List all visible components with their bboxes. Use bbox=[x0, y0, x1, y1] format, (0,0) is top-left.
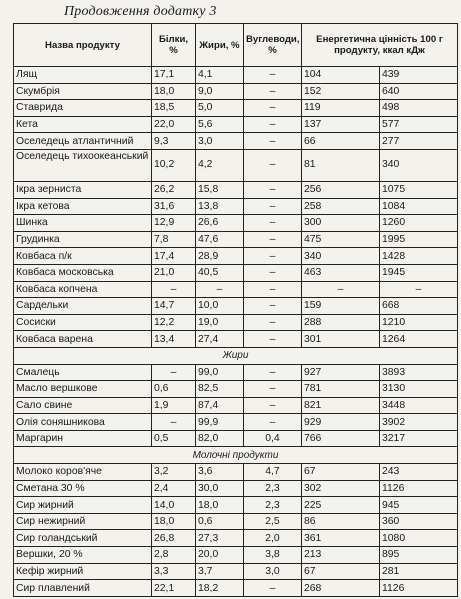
fat-cell: 10,0 bbox=[196, 298, 244, 315]
fat-cell: 82,5 bbox=[196, 381, 244, 398]
product-name: Масло вершкове bbox=[14, 381, 152, 398]
product-name: Сир голандський bbox=[14, 530, 152, 547]
protein-cell: 17,1 bbox=[152, 67, 196, 84]
product-name: Ікра зерниста bbox=[14, 181, 152, 198]
protein-cell: 18,0 bbox=[152, 83, 196, 100]
kj-cell: 1264 bbox=[380, 331, 458, 348]
carbs-cell: – bbox=[244, 248, 302, 265]
kcal-cell: 119 bbox=[302, 100, 380, 117]
kj-cell: 945 bbox=[380, 497, 458, 514]
kcal-cell: 302 bbox=[302, 480, 380, 497]
table-row bbox=[14, 480, 458, 497]
kj-cell: – bbox=[380, 281, 458, 298]
table-row bbox=[14, 231, 458, 248]
protein-cell: 14,7 bbox=[152, 298, 196, 315]
protein-cell: 0,6 bbox=[152, 381, 196, 398]
carbs-cell: – bbox=[244, 181, 302, 198]
kcal-cell: 781 bbox=[302, 381, 380, 398]
kj-cell: 1428 bbox=[380, 248, 458, 265]
kj-cell: 3902 bbox=[380, 414, 458, 431]
protein-cell: 26,2 bbox=[152, 181, 196, 198]
header-row bbox=[14, 24, 458, 67]
carbs-cell: – bbox=[244, 298, 302, 315]
table-row bbox=[14, 430, 458, 447]
table-row bbox=[14, 100, 458, 117]
header-energy: Енергетична цінність 100 г продукту, ккал кДж bbox=[302, 24, 458, 67]
kcal-cell: 67 bbox=[302, 464, 380, 481]
carbs-cell: 3,8 bbox=[244, 547, 302, 564]
kcal-cell: 225 bbox=[302, 497, 380, 514]
table-row bbox=[14, 547, 458, 564]
carbs-cell: – bbox=[244, 264, 302, 281]
carbs-cell: 2,0 bbox=[244, 530, 302, 547]
fat-cell: 3,7 bbox=[196, 563, 244, 580]
carbs-cell: 3,0 bbox=[244, 563, 302, 580]
table-row bbox=[14, 181, 458, 198]
protein-cell: 2,4 bbox=[152, 480, 196, 497]
product-name: Олія соняшникова bbox=[14, 414, 152, 431]
section-row bbox=[14, 447, 458, 464]
table-caption: Продовження додатку 3 bbox=[64, 4, 217, 19]
fat-cell: 15,8 bbox=[196, 181, 244, 198]
kj-cell: 281 bbox=[380, 563, 458, 580]
protein-cell: 17,4 bbox=[152, 248, 196, 265]
fat-cell: 4,2 bbox=[196, 149, 244, 181]
kcal-cell: 86 bbox=[302, 513, 380, 530]
fat-cell: 27,4 bbox=[196, 331, 244, 348]
fat-cell: 26,6 bbox=[196, 215, 244, 232]
table-row bbox=[14, 67, 458, 84]
product-name: Оселедець тихоокеанський bbox=[14, 149, 152, 181]
carbs-cell: – bbox=[244, 331, 302, 348]
section-title: Молочні продукти bbox=[14, 447, 458, 464]
kj-cell: 1126 bbox=[380, 580, 458, 597]
fat-cell: 9,0 bbox=[196, 83, 244, 100]
kj-cell: 668 bbox=[380, 298, 458, 315]
kcal-cell: 361 bbox=[302, 530, 380, 547]
kj-cell: 577 bbox=[380, 116, 458, 133]
fat-cell: 18,2 bbox=[196, 580, 244, 597]
kcal-cell: 766 bbox=[302, 430, 380, 447]
protein-cell: 31,6 bbox=[152, 198, 196, 215]
fat-cell: 3,6 bbox=[196, 464, 244, 481]
kj-cell: 3893 bbox=[380, 364, 458, 381]
table-row bbox=[14, 497, 458, 514]
product-name: Вершки, 20 % bbox=[14, 547, 152, 564]
carbs-cell: – bbox=[244, 149, 302, 181]
product-name: Смалець bbox=[14, 364, 152, 381]
table-row bbox=[14, 298, 458, 315]
kj-cell: 1084 bbox=[380, 198, 458, 215]
table-row bbox=[14, 248, 458, 265]
table-row bbox=[14, 563, 458, 580]
table-row bbox=[14, 215, 458, 232]
product-name: Лящ bbox=[14, 67, 152, 84]
table-row bbox=[14, 381, 458, 398]
product-name: Ковбаса московська bbox=[14, 264, 152, 281]
kcal-cell: 213 bbox=[302, 547, 380, 564]
header-name: Назва продукту bbox=[14, 24, 152, 67]
kcal-cell: 152 bbox=[302, 83, 380, 100]
fat-cell: 3,0 bbox=[196, 133, 244, 150]
protein-cell: 14,0 bbox=[152, 497, 196, 514]
table-row bbox=[14, 281, 458, 298]
fat-cell: 13,8 bbox=[196, 198, 244, 215]
kj-cell: 1210 bbox=[380, 314, 458, 331]
protein-cell: 22,0 bbox=[152, 116, 196, 133]
fat-cell: 4,1 bbox=[196, 67, 244, 84]
carbs-cell: 0,4 bbox=[244, 430, 302, 447]
product-name: Шинка bbox=[14, 215, 152, 232]
table-row bbox=[14, 580, 458, 597]
carbs-cell: – bbox=[244, 116, 302, 133]
carbs-cell: – bbox=[244, 381, 302, 398]
fat-cell: 47,6 bbox=[196, 231, 244, 248]
product-name: Ковбаса п/к bbox=[14, 248, 152, 265]
protein-cell: 0,5 bbox=[152, 430, 196, 447]
kcal-cell: 66 bbox=[302, 133, 380, 150]
table-row bbox=[14, 198, 458, 215]
fat-cell: 30,0 bbox=[196, 480, 244, 497]
product-name: Ставрида bbox=[14, 100, 152, 117]
kj-cell: 3448 bbox=[380, 397, 458, 414]
table-row bbox=[14, 116, 458, 133]
fat-cell: 28,9 bbox=[196, 248, 244, 265]
kcal-cell: 475 bbox=[302, 231, 380, 248]
fat-cell: 18,0 bbox=[196, 497, 244, 514]
table-body bbox=[14, 67, 458, 597]
table-row bbox=[14, 464, 458, 481]
fat-cell: 82,0 bbox=[196, 430, 244, 447]
carbs-cell: – bbox=[244, 397, 302, 414]
fat-cell: 5,6 bbox=[196, 116, 244, 133]
kcal-cell: 821 bbox=[302, 397, 380, 414]
protein-cell: 21,0 bbox=[152, 264, 196, 281]
protein-cell: 18,0 bbox=[152, 513, 196, 530]
protein-cell: 22,1 bbox=[152, 580, 196, 597]
product-name: Грудинка bbox=[14, 231, 152, 248]
fat-cell: 40,5 bbox=[196, 264, 244, 281]
protein-cell: 12,2 bbox=[152, 314, 196, 331]
carbs-cell: – bbox=[244, 414, 302, 431]
carbs-cell: 2,5 bbox=[244, 513, 302, 530]
carbs-cell: 2,3 bbox=[244, 480, 302, 497]
table-row bbox=[14, 83, 458, 100]
kj-cell: 498 bbox=[380, 100, 458, 117]
protein-cell: 18,5 bbox=[152, 100, 196, 117]
product-name: Сир нежирний bbox=[14, 513, 152, 530]
fat-cell: 20,0 bbox=[196, 547, 244, 564]
kj-cell: 640 bbox=[380, 83, 458, 100]
kj-cell: 340 bbox=[380, 149, 458, 181]
protein-cell: – bbox=[152, 414, 196, 431]
table-row bbox=[14, 314, 458, 331]
kcal-cell: 258 bbox=[302, 198, 380, 215]
kcal-cell: 104 bbox=[302, 67, 380, 84]
kj-cell: 1260 bbox=[380, 215, 458, 232]
header-protein: Білки, % bbox=[152, 24, 196, 67]
kj-cell: 1075 bbox=[380, 181, 458, 198]
product-name: Ікра кетова bbox=[14, 198, 152, 215]
kcal-cell: – bbox=[302, 281, 380, 298]
protein-cell: 9,3 bbox=[152, 133, 196, 150]
kcal-cell: 929 bbox=[302, 414, 380, 431]
product-name: Скумбрія bbox=[14, 83, 152, 100]
product-name: Сардельки bbox=[14, 298, 152, 315]
product-name: Маргарин bbox=[14, 430, 152, 447]
table-row bbox=[14, 513, 458, 530]
kcal-cell: 137 bbox=[302, 116, 380, 133]
product-name: Сир жирний bbox=[14, 497, 152, 514]
protein-cell: 10,2 bbox=[152, 149, 196, 181]
table-row bbox=[14, 133, 458, 150]
product-name: Сметана 30 % bbox=[14, 480, 152, 497]
product-name: Сир плавлений bbox=[14, 580, 152, 597]
product-name: Кефір жирний bbox=[14, 563, 152, 580]
fat-cell: 87,4 bbox=[196, 397, 244, 414]
fat-cell: 5,0 bbox=[196, 100, 244, 117]
section-title: Жири bbox=[14, 347, 458, 364]
table-row bbox=[14, 149, 458, 181]
protein-cell: 2,8 bbox=[152, 547, 196, 564]
kcal-cell: 300 bbox=[302, 215, 380, 232]
kcal-cell: 256 bbox=[302, 181, 380, 198]
kj-cell: 3217 bbox=[380, 430, 458, 447]
fat-cell: 99,0 bbox=[196, 364, 244, 381]
kj-cell: 3130 bbox=[380, 381, 458, 398]
kcal-cell: 301 bbox=[302, 331, 380, 348]
section-row bbox=[14, 347, 458, 364]
kj-cell: 360 bbox=[380, 513, 458, 530]
protein-cell: 13,4 bbox=[152, 331, 196, 348]
protein-cell: 7,8 bbox=[152, 231, 196, 248]
product-name: Сало свине bbox=[14, 397, 152, 414]
product-name: Сосиски bbox=[14, 314, 152, 331]
table-row bbox=[14, 397, 458, 414]
product-name: Оселедець атлантичний bbox=[14, 133, 152, 150]
kj-cell: 1080 bbox=[380, 530, 458, 547]
kcal-cell: 288 bbox=[302, 314, 380, 331]
table-row bbox=[14, 264, 458, 281]
kcal-cell: 81 bbox=[302, 149, 380, 181]
kj-cell: 1995 bbox=[380, 231, 458, 248]
table-row bbox=[14, 331, 458, 348]
kcal-cell: 67 bbox=[302, 563, 380, 580]
header-fat: Жири, % bbox=[196, 24, 244, 67]
fat-cell: 99,9 bbox=[196, 414, 244, 431]
carbs-cell: 2,3 bbox=[244, 497, 302, 514]
kj-cell: 439 bbox=[380, 67, 458, 84]
product-name: Кета bbox=[14, 116, 152, 133]
carbs-cell: – bbox=[244, 281, 302, 298]
header-carbs: Вуглеводи, % bbox=[244, 24, 302, 67]
carbs-cell: – bbox=[244, 314, 302, 331]
carbs-cell: – bbox=[244, 364, 302, 381]
carbs-cell: – bbox=[244, 215, 302, 232]
kj-cell: 277 bbox=[380, 133, 458, 150]
protein-cell: 1,9 bbox=[152, 397, 196, 414]
kcal-cell: 340 bbox=[302, 248, 380, 265]
fat-cell: 27,3 bbox=[196, 530, 244, 547]
carbs-cell: – bbox=[244, 133, 302, 150]
kcal-cell: 268 bbox=[302, 580, 380, 597]
fat-cell: 19,0 bbox=[196, 314, 244, 331]
kj-cell: 895 bbox=[380, 547, 458, 564]
carbs-cell: – bbox=[244, 198, 302, 215]
table-row bbox=[14, 530, 458, 547]
kcal-cell: 159 bbox=[302, 298, 380, 315]
protein-cell: – bbox=[152, 364, 196, 381]
protein-cell: 12,9 bbox=[152, 215, 196, 232]
product-name: Ковбаса варена bbox=[14, 331, 152, 348]
table-row bbox=[14, 414, 458, 431]
table-row bbox=[14, 364, 458, 381]
kj-cell: 1126 bbox=[380, 480, 458, 497]
kj-cell: 1945 bbox=[380, 264, 458, 281]
carbs-cell: – bbox=[244, 580, 302, 597]
product-name: Молоко коров'яче bbox=[14, 464, 152, 481]
carbs-cell: – bbox=[244, 83, 302, 100]
protein-cell: 3,2 bbox=[152, 464, 196, 481]
product-name: Ковбаса копчена bbox=[14, 281, 152, 298]
protein-cell: 3,3 bbox=[152, 563, 196, 580]
kj-cell: 243 bbox=[380, 464, 458, 481]
nutrition-table bbox=[13, 23, 458, 597]
carbs-cell: – bbox=[244, 67, 302, 84]
protein-cell: – bbox=[152, 281, 196, 298]
carbs-cell: – bbox=[244, 231, 302, 248]
protein-cell: 26,8 bbox=[152, 530, 196, 547]
carbs-cell: 4,7 bbox=[244, 464, 302, 481]
kcal-cell: 463 bbox=[302, 264, 380, 281]
carbs-cell: – bbox=[244, 100, 302, 117]
kcal-cell: 927 bbox=[302, 364, 380, 381]
fat-cell: 0,6 bbox=[196, 513, 244, 530]
fat-cell: – bbox=[196, 281, 244, 298]
